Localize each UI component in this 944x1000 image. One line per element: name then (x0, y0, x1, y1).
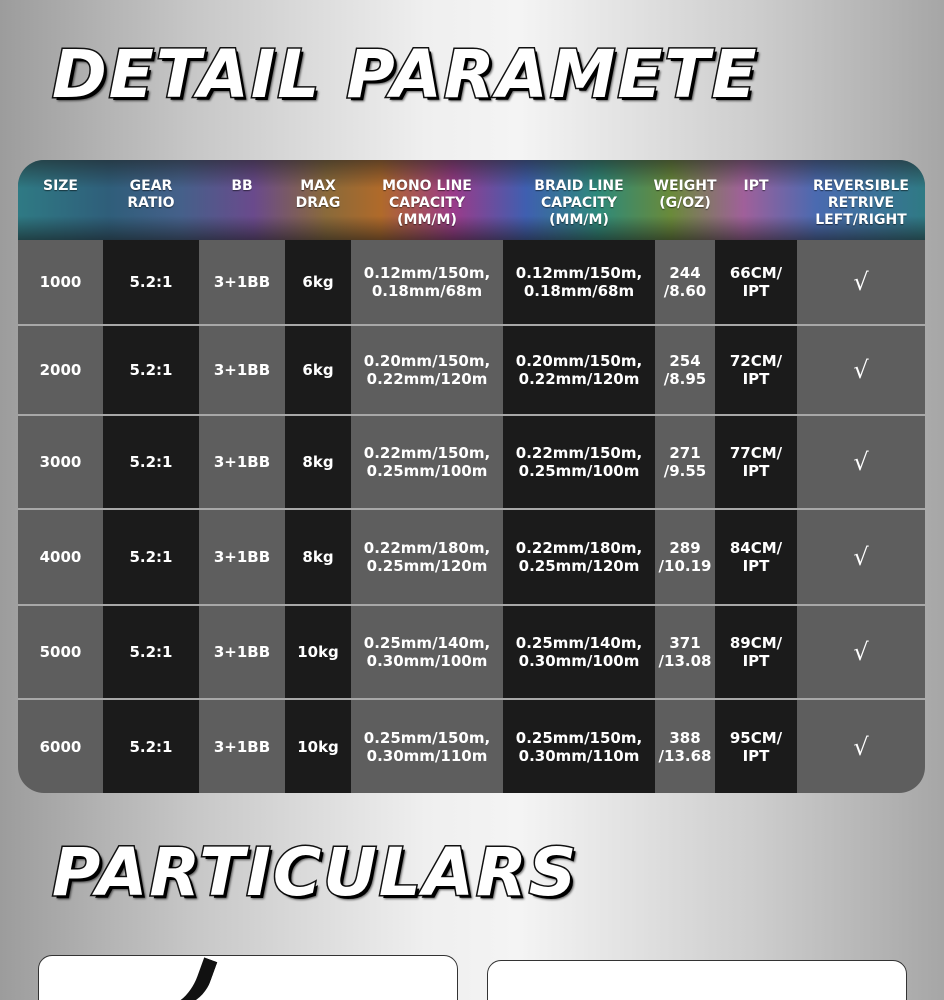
cell-weight: 271 /9.55 (663, 444, 707, 480)
cell-size: 6000 (39, 737, 82, 756)
cell-braid-line: 0.12mm/150m, 0.18mm/68m (515, 264, 643, 300)
header-mono-line: MONO LINE CAPACITY (MM/M) (382, 178, 472, 228)
cell-bb: 3+1BB (213, 453, 271, 471)
cell-braid-line: 0.22mm/180m, 0.25mm/120m (515, 539, 643, 575)
cell-size: 2000 (39, 361, 82, 379)
cell-mono-line: 0.25mm/140m, 0.30mm/100m (363, 634, 491, 670)
cell-size: 4000 (39, 548, 82, 566)
cell-max-drag: 6kg (302, 273, 334, 291)
check-icon: √ (853, 356, 869, 384)
cell-max-drag: 8kg (302, 548, 334, 566)
header-weight: WEIGHT (G/OZ) (653, 178, 717, 211)
header-max-drag: MAX DRAG (295, 178, 341, 211)
cell-weight: 388 /13.68 (658, 728, 712, 765)
header-ipt: IPT (743, 178, 769, 194)
cell-mono-line: 0.22mm/150m, 0.25mm/100m (363, 444, 491, 480)
check-icon: √ (853, 448, 869, 476)
cell-gear-ratio: 5.2:1 (129, 453, 173, 471)
cell-ipt: 66CM/ IPT (729, 264, 783, 300)
spec-table (18, 160, 925, 793)
cell-mono-line: 0.22mm/180m, 0.25mm/120m (363, 539, 491, 575)
cell-bb: 3+1BB (213, 737, 271, 756)
cell-max-drag: 10kg (297, 737, 339, 756)
cell-weight: 254 /8.95 (663, 352, 707, 388)
cell-size: 1000 (39, 273, 82, 291)
check-icon: √ (853, 268, 869, 296)
cell-mono-line: 0.12mm/150m, 0.18mm/68m (363, 264, 491, 300)
cell-ipt: 72CM/ IPT (729, 352, 783, 388)
cell-bb: 3+1BB (213, 548, 271, 566)
cell-gear-ratio: 5.2:1 (129, 361, 173, 379)
cell-bb: 3+1BB (213, 361, 271, 379)
cell-max-drag: 10kg (297, 643, 339, 661)
cell-bb: 3+1BB (213, 273, 271, 291)
cell-gear-ratio: 5.2:1 (129, 643, 173, 661)
cell-mono-line: 0.25mm/150m, 0.30mm/110m (363, 728, 491, 765)
cell-gear-ratio: 5.2:1 (129, 273, 173, 291)
cell-ipt: 84CM/ IPT (729, 539, 783, 575)
cell-bb: 3+1BB (213, 643, 271, 661)
cell-braid-line: 0.22mm/150m, 0.25mm/100m (515, 444, 643, 480)
particular-card (38, 955, 458, 1000)
product-image (141, 942, 218, 1000)
cell-gear-ratio: 5.2:1 (129, 548, 173, 566)
detail-parameter-title: DETAIL PARAMETE (52, 36, 759, 113)
cell-braid-line: 0.20mm/150m, 0.22mm/120m (515, 352, 643, 388)
cell-mono-line: 0.20mm/150m, 0.22mm/120m (363, 352, 491, 388)
header-gear-ratio: GEAR RATIO (127, 178, 175, 211)
header-bb: BB (231, 178, 253, 194)
check-icon: √ (853, 732, 869, 761)
particulars-title: PARTICULARS (52, 834, 579, 911)
header-reversible: REVERSIBLE RETRIVE LEFT/RIGHT (813, 178, 909, 228)
cell-weight: 371 /13.08 (658, 634, 712, 670)
cell-size: 3000 (39, 453, 82, 471)
cell-weight: 289 /10.19 (658, 539, 712, 575)
cell-braid-line: 0.25mm/140m, 0.30mm/100m (515, 634, 643, 670)
header-size: SIZE (42, 178, 78, 194)
check-icon: √ (853, 638, 869, 666)
cell-ipt: 77CM/ IPT (729, 444, 783, 480)
spec-table-header (18, 160, 925, 240)
check-icon: √ (853, 543, 869, 571)
cell-gear-ratio: 5.2:1 (129, 737, 173, 756)
cell-max-drag: 6kg (302, 361, 334, 379)
cell-braid-line: 0.25mm/150m, 0.30mm/110m (515, 728, 643, 765)
particular-card (487, 960, 907, 1000)
cell-ipt: 89CM/ IPT (729, 634, 783, 670)
header-braid-line: BRAID LINE CAPACITY (MM/M) (534, 178, 624, 228)
cell-size: 5000 (39, 643, 82, 661)
cell-ipt: 95CM/ IPT (729, 728, 783, 765)
cell-weight: 244 /8.60 (663, 264, 707, 300)
cell-max-drag: 8kg (302, 453, 334, 471)
